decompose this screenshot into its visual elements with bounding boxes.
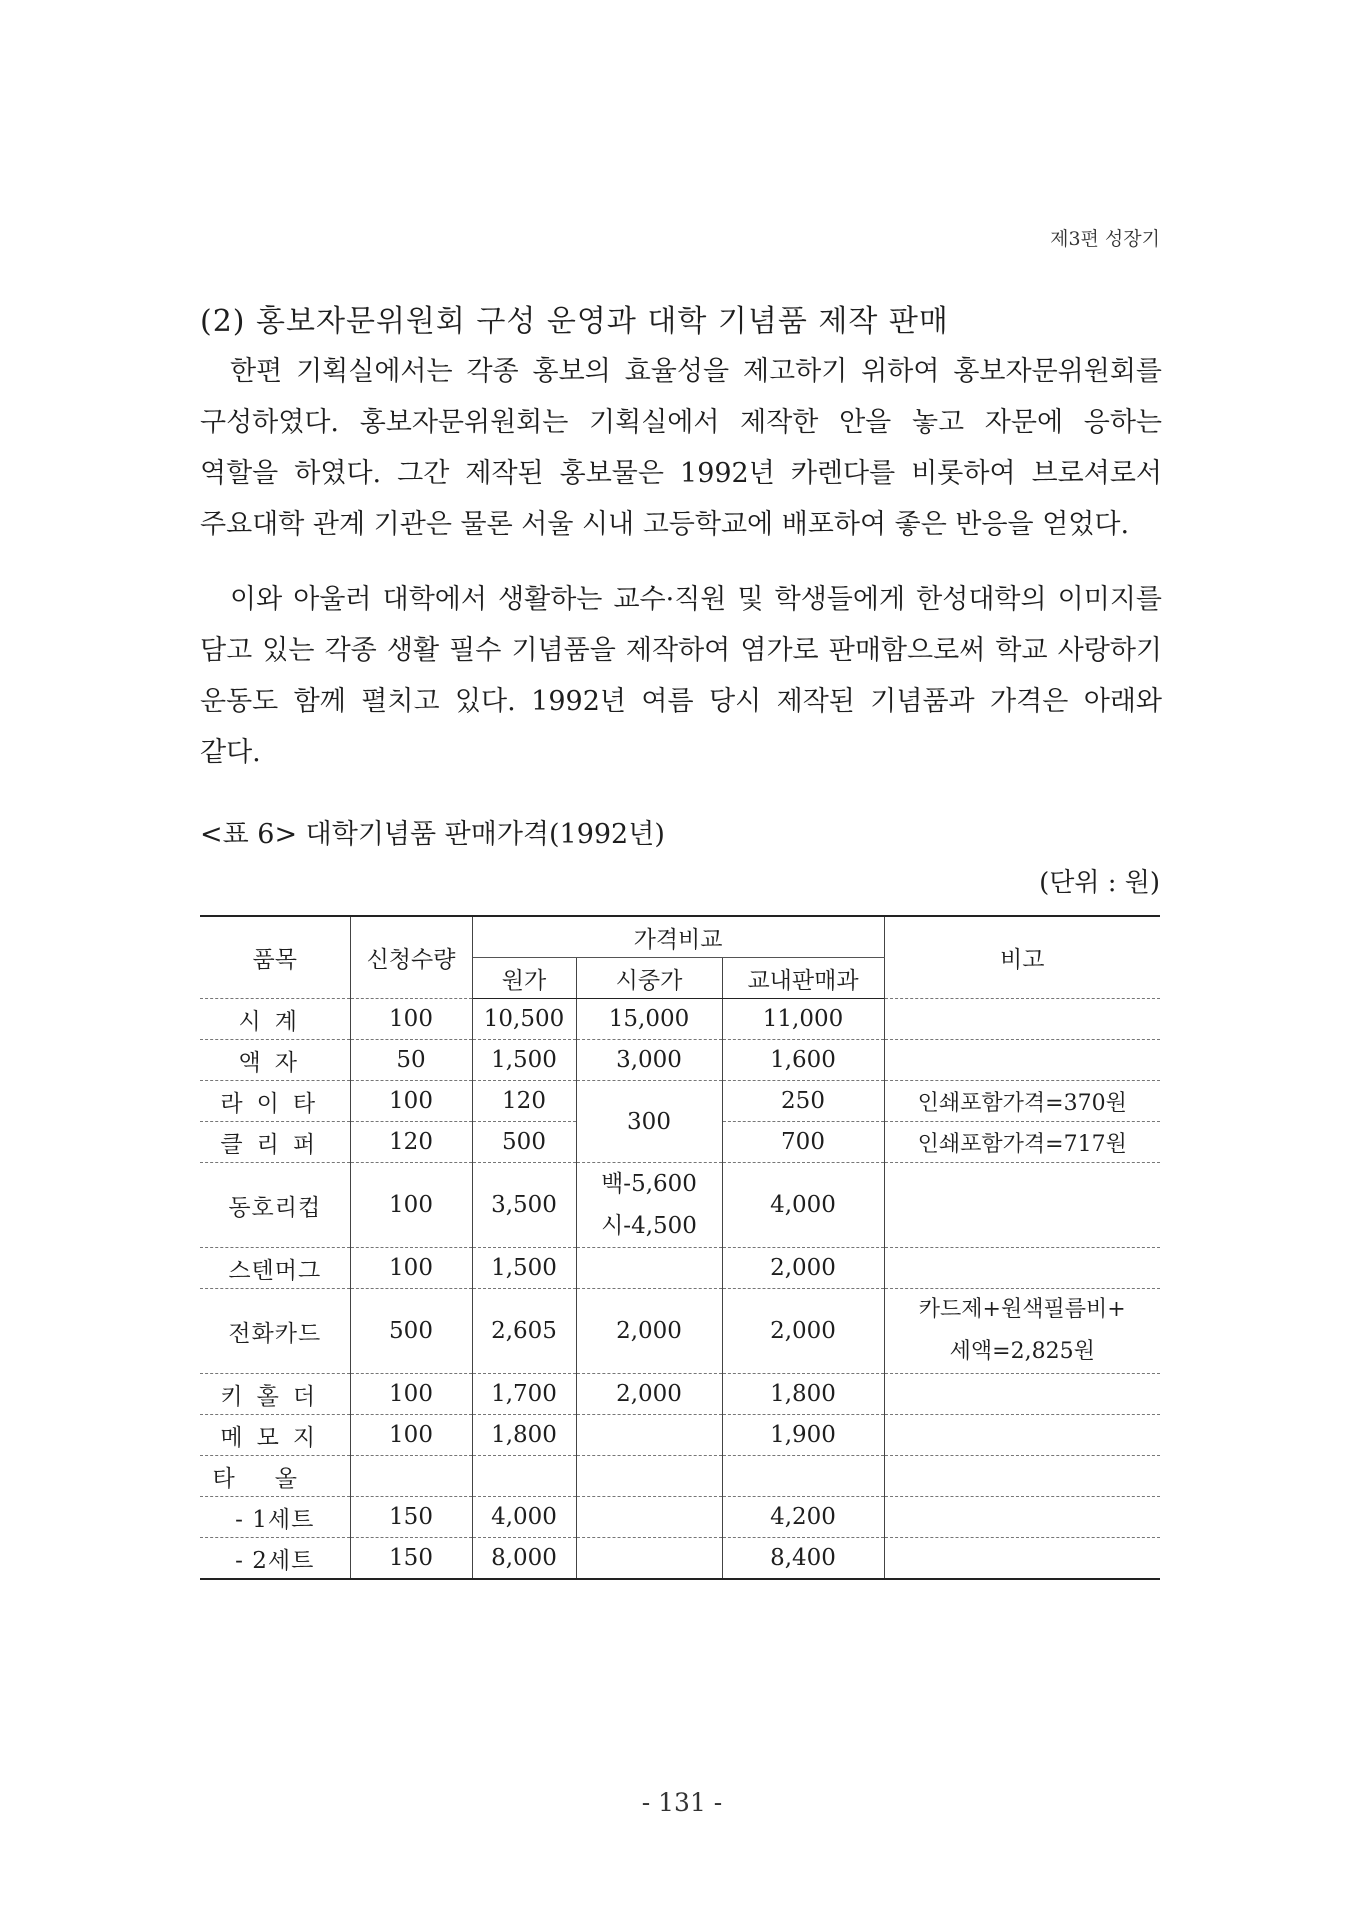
header-market: 시중가 [576,958,722,999]
table-row [200,1374,1160,1415]
table-caption: <표 6> 대학기념품 판매가격(1992년) [200,819,665,850]
cell-cost: 120 [472,1081,576,1122]
table-row [200,999,1160,1040]
cell-cost: 2,605 [472,1289,576,1374]
cell-item: 메모지 [200,1415,350,1456]
cell-quantity: 100 [350,999,472,1040]
cell-quantity: 100 [350,1163,472,1248]
section-title: (2) 홍보자문위원회 구성 운영과 대학 기념품 제작 판매 [200,304,949,339]
running-head: 제3편 성장기 [1050,228,1160,250]
cell-campus: 4,200 [722,1497,884,1538]
cell-note [884,1248,1160,1289]
cell-quantity: 500 [350,1289,472,1374]
cell-item: 동호리컵 [200,1163,350,1248]
cell-quantity: 100 [350,1248,472,1289]
table-row [200,1289,1160,1374]
cell-market [576,1415,722,1456]
cell-item: 타올 [200,1456,350,1497]
cell-item: 전화카드 [200,1289,350,1374]
header-campus: 교내판매과 [722,958,884,999]
cell-note [884,1456,1160,1497]
cell-item: 키홀더 [200,1374,350,1415]
cell-item: 스텐머그 [200,1248,350,1289]
table-row [200,1538,1160,1580]
cell-campus: 250 [722,1081,884,1122]
cell-campus: 700 [722,1122,884,1163]
table-unit: (단위 : 원) [1039,868,1160,898]
cell-quantity: 120 [350,1122,472,1163]
cell-cost: 3,500 [472,1163,576,1248]
table-row [200,1248,1160,1289]
header-price-compare: 가격비교 [472,916,884,958]
paragraph-souvenirs: 이와 아울러 대학에서 생활하는 교수·직원 및 학생들에게 한성대학의 이미지를 담고 있는 각종 생활 필수 기념품을 제작하여 염가로 판매함으로써 학교 사랑하기 운동도 함께 펼치고 있다. 1992년 여름 당시 제작된 기념품과 가격은 아래와 같다. [200,584,1162,768]
cell-item: 시계 [200,999,350,1040]
cell-market [576,1248,722,1289]
cell-item: 액자 [200,1040,350,1081]
cell-campus: 4,000 [722,1163,884,1248]
cell-quantity: 100 [350,1415,472,1456]
cell-item: - 2세트 [200,1538,350,1580]
cell-item: - 1세트 [200,1497,350,1538]
cell-note [884,999,1160,1040]
cell-note [884,1374,1160,1415]
cell-note: 인쇄포함가격=370원 [884,1081,1160,1122]
cell-market: 3,000 [576,1040,722,1081]
market-city: 시-4,500 [601,1213,697,1239]
cell-note [884,1538,1160,1580]
cell-market: 2,000 [576,1289,722,1374]
cell-note [884,1289,1160,1374]
cell-market-shared: 300 [576,1081,722,1163]
cell-quantity: 150 [350,1497,472,1538]
cell-campus: 1,800 [722,1374,884,1415]
table-row [200,1497,1160,1538]
cell-campus: 2,000 [722,1289,884,1374]
header-cost: 원가 [472,958,576,999]
cell-market [576,1456,722,1497]
market-department-store: 백-5,600 [601,1171,697,1197]
cell-campus [722,1456,884,1497]
souvenir-price-table [200,915,1160,1580]
cell-note [884,1415,1160,1456]
cell-item: 클리퍼 [200,1122,350,1163]
cell-cost: 1,700 [472,1374,576,1415]
cell-note [884,1040,1160,1081]
cell-campus: 1,600 [722,1040,884,1081]
page-number: - 131 - [641,1788,723,1817]
cell-cost: 4,000 [472,1497,576,1538]
note-line-1: 카드제+원색필름비+ [918,1297,1126,1322]
cell-campus: 8,400 [722,1538,884,1580]
table-row [200,1415,1160,1456]
cell-campus: 1,900 [722,1415,884,1456]
note-line-2: 세액=2,825원 [949,1339,1095,1364]
table-row [200,1456,1160,1497]
header-item: 품목 [200,916,350,999]
cell-cost: 1,800 [472,1415,576,1456]
table-row [200,1081,1160,1122]
cell-market [576,1163,722,1248]
cell-note [884,1163,1160,1248]
cell-quantity: 100 [350,1374,472,1415]
cell-cost: 1,500 [472,1040,576,1081]
cell-quantity: 150 [350,1538,472,1580]
cell-note: 인쇄포함가격=717원 [884,1122,1160,1163]
cell-market [576,1538,722,1580]
cell-campus: 11,000 [722,999,884,1040]
cell-cost [472,1456,576,1497]
cell-market [576,1497,722,1538]
table-header-row [200,916,1160,958]
cell-campus: 2,000 [722,1248,884,1289]
cell-quantity: 50 [350,1040,472,1081]
cell-market: 15,000 [576,999,722,1040]
cell-cost: 500 [472,1122,576,1163]
cell-item: 라이타 [200,1081,350,1122]
cell-quantity [350,1456,472,1497]
table-row [200,1163,1160,1248]
paragraph-publicity-committee: 한편 기획실에서는 각종 홍보의 효율성을 제고하기 위하여 홍보자문위원회를 구성하였다. 홍보자문위원회는 기획실에서 제작한 안을 놓고 자문에 응하는 역할을 하였다. 그간 제작된 홍보물은 1992년 카렌다를 비롯하여 브로셔로서 주요대학 관계 기관은 물론 서울 시내 고등학교에 배포하여 좋은 반응을 얻었다. [200,356,1162,540]
header-quantity: 신청수량 [350,916,472,999]
cell-cost: 8,000 [472,1538,576,1580]
cell-market: 2,000 [576,1374,722,1415]
table-row [200,1040,1160,1081]
cell-quantity: 100 [350,1081,472,1122]
cell-cost: 10,500 [472,999,576,1040]
header-note: 비고 [884,916,1160,999]
cell-cost: 1,500 [472,1248,576,1289]
cell-note [884,1497,1160,1538]
